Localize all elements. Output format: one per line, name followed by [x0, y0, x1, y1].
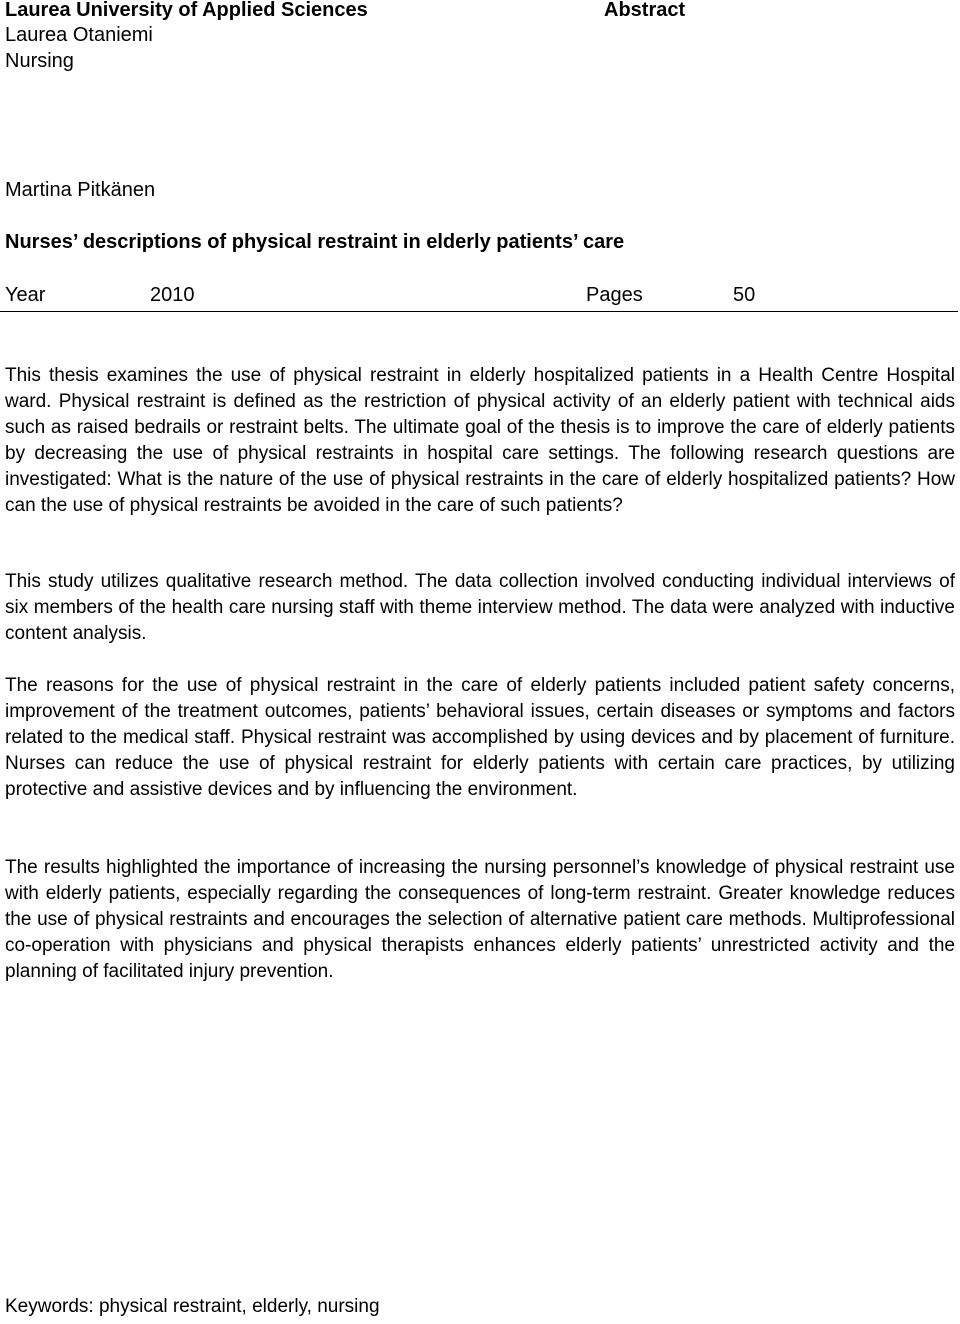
pages-value: 50 [733, 284, 756, 306]
university-name: Laurea University of Applied Sciences [5, 0, 368, 21]
abstract-paragraph-findings: The reasons for the use of physical restraint in the care of elderly patients included patient safety concerns, improvement of the treatment outcomes, patients’ behavioral issues, certain diseases or symptoms and factors related to the medical staff. Physical restraint was accomplished by using devices and by placement of furniture. Nurses can reduce the use of physical restraint for elderly patients with certain care practices, by utilizing protective and assistive devices and by influencing the environment. [5, 675, 955, 800]
year-value: 2010 [150, 284, 195, 306]
program-name: Nursing [5, 50, 74, 72]
author-name: Martina Pitkänen [5, 179, 156, 201]
abstract-paragraph-conclusions: The results highlighted the importance of increasing the nursing personnel’s knowledge of physical restraint use with elderly patients, especially regarding the consequences of long-term restraint. Greater knowledge reduces the use of physical restraints and encourages the selection of alternative patient care methods. Multiprofessional co-operation with physicians and physical therapists enhances elderly patients’ unrestricted activity and the planning of facilitated injury prevention. [5, 857, 955, 982]
abstract-label: Abstract [604, 0, 686, 21]
campus-name: Laurea Otaniemi [5, 24, 153, 46]
abstract-paragraph-method: This study utilizes qualitative research method. The data collection involved conducting individual interviews of six members of the health care nursing staff with theme interview method. The data were analyzed with inductive content analysis. [5, 571, 955, 644]
thesis-title: Nurses’ descriptions of physical restraint in elderly patients’ care [5, 231, 625, 253]
pages-label: Pages [586, 284, 643, 306]
keywords-line: Keywords: physical restraint, elderly, nursing [5, 1296, 380, 1317]
abstract-paragraph-intro: This thesis examines the use of physical restraint in elderly hospitalized patients in a Health Centre Hospital ward. Physical restraint is defined as the restriction of physical activity of an elderly patient with technical aids such as raised bedrails or restraint belts. The ultimate goal of the thesis is to improve the care of elderly patients by decreasing the use of physical restraints in hospital care settings. The following research questions are investigated: What is the nature of the use of physical restraints in the care of elderly hospitalized patients? How can the use of physical restraints be avoided in the care of such patients? [5, 365, 955, 516]
header-divider [0, 311, 958, 312]
year-label: Year [5, 284, 46, 306]
